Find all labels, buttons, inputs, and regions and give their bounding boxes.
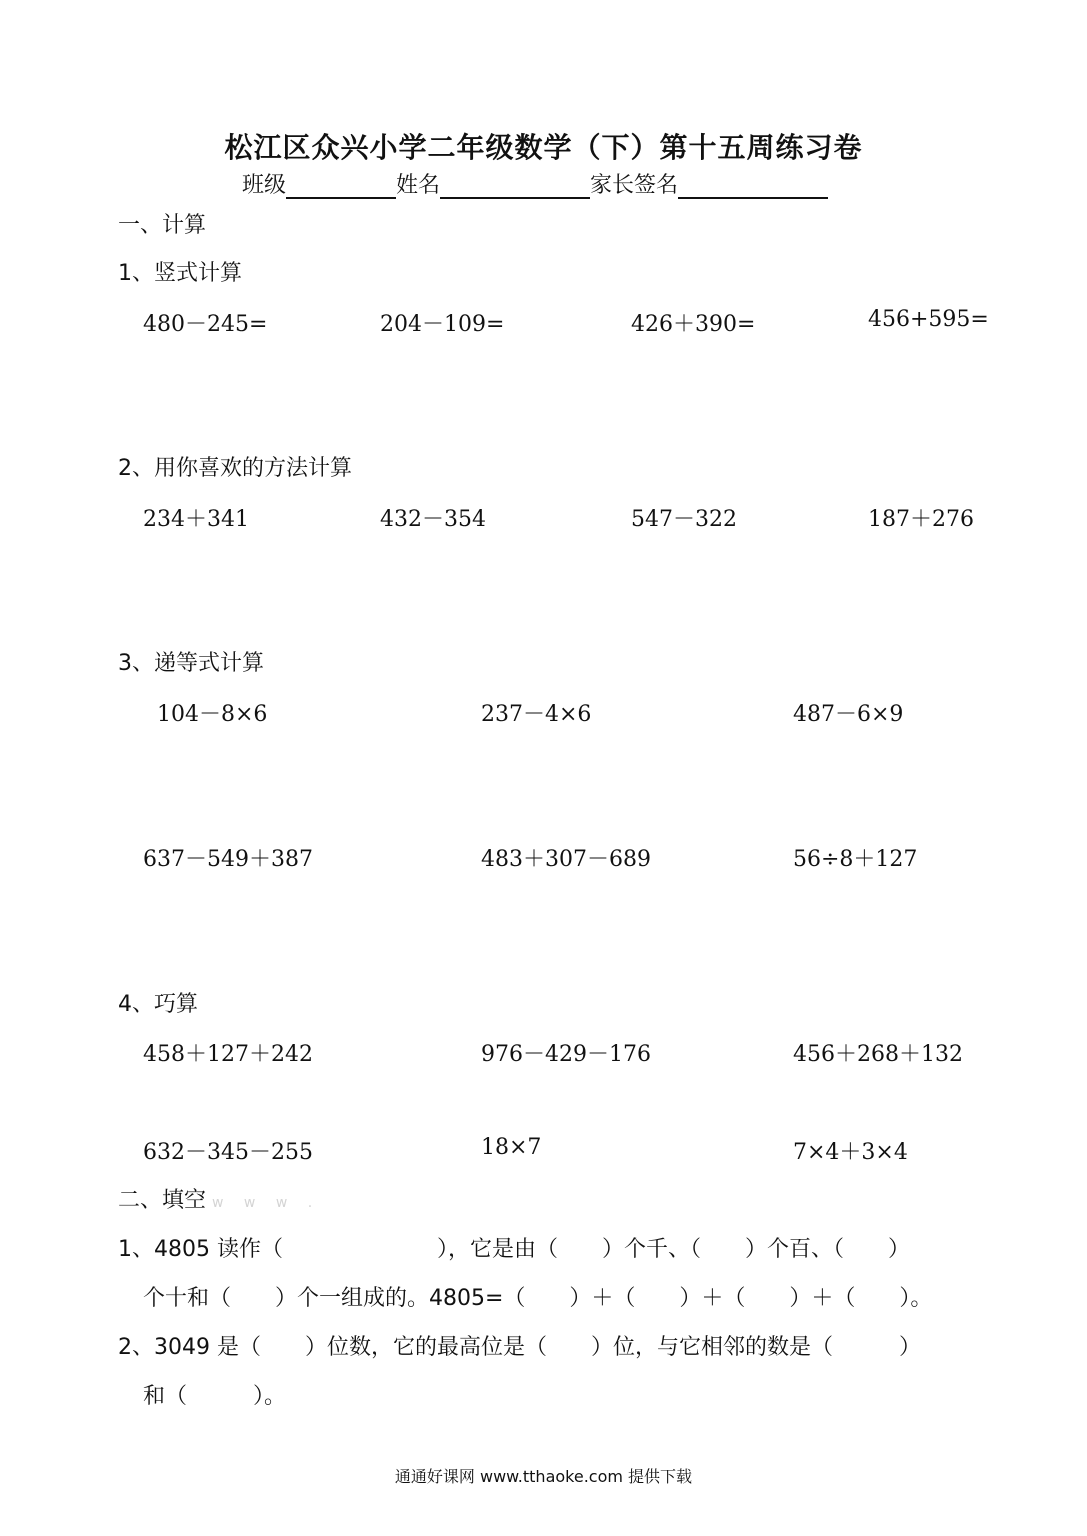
page-title: 松江区众兴小学二年级数学（下）第十五周练习卷 bbox=[224, 131, 863, 164]
faint-watermark-text: w w w . bbox=[212, 1195, 321, 1211]
fill-q2-line2: 和（ ）。 bbox=[143, 1384, 287, 1409]
q1-item-1: 480－245= bbox=[143, 312, 268, 337]
footer-credit: 通通好课网 www.tthaoke.com 提供下载 bbox=[394, 1467, 693, 1486]
class-blank[interactable] bbox=[286, 175, 396, 199]
fill-q1-line1: 1、4805 读作（ ），它是由（ ）个千、（ ）个百、（ ） bbox=[118, 1237, 910, 1262]
q4-row2-item-3: 7×4＋3×4 bbox=[793, 1140, 908, 1165]
name-blank[interactable] bbox=[440, 175, 590, 199]
q4-row1-item-2: 976－429－176 bbox=[481, 1042, 651, 1067]
q3-row2-item-1: 637－549＋387 bbox=[143, 847, 313, 872]
q4-row1-item-3: 456＋268＋132 bbox=[793, 1042, 963, 1067]
q3-row1-item-1: 104－8×6 bbox=[157, 702, 268, 727]
q1-item-3: 426＋390= bbox=[631, 312, 756, 337]
q2-label: 2、用你喜欢的方法计算 bbox=[118, 456, 352, 481]
q3-label: 3、递等式计算 bbox=[118, 651, 264, 676]
parent-signature-label: 家长签名 bbox=[590, 173, 679, 198]
q3-row1-item-3: 487－6×9 bbox=[793, 702, 904, 727]
q4-row2-item-2: 18×7 bbox=[481, 1135, 542, 1160]
fill-q1-line2: 个十和（ ）个一组成的。4805=（ ）＋（ ）＋（ ）＋（ ）。 bbox=[143, 1286, 933, 1311]
fill-q2-line1: 2、3049 是（ ）位数，它的最高位是（ ）位，与它相邻的数是（ ） bbox=[118, 1335, 921, 1360]
q2-item-1: 234＋341 bbox=[143, 507, 249, 532]
q3-row2-item-2: 483＋307－689 bbox=[481, 847, 651, 872]
q2-item-4: 187＋276 bbox=[868, 507, 974, 532]
q3-row1-item-2: 237－4×6 bbox=[481, 702, 592, 727]
section2-heading: 二、填空 bbox=[118, 1188, 207, 1213]
q4-row2-item-1: 632－345－255 bbox=[143, 1140, 313, 1165]
name-label: 姓名 bbox=[396, 173, 441, 198]
q2-item-3: 547－322 bbox=[631, 507, 737, 532]
q4-label: 4、巧算 bbox=[118, 992, 198, 1017]
student-info-row bbox=[242, 168, 828, 199]
q1-label: 1、竖式计算 bbox=[118, 261, 242, 286]
section1-heading: 一、计算 bbox=[118, 213, 207, 238]
q1-item-4: 456+595= bbox=[868, 307, 989, 332]
class-label: 班级 bbox=[242, 173, 287, 198]
q1-item-2: 204－109= bbox=[380, 312, 505, 337]
parent-signature-blank[interactable] bbox=[678, 175, 828, 199]
q4-row1-item-1: 458＋127＋242 bbox=[143, 1042, 313, 1067]
q3-row2-item-3: 56÷8＋127 bbox=[793, 847, 918, 872]
q2-item-2: 432－354 bbox=[380, 507, 486, 532]
section2-heading-row bbox=[118, 1183, 320, 1214]
